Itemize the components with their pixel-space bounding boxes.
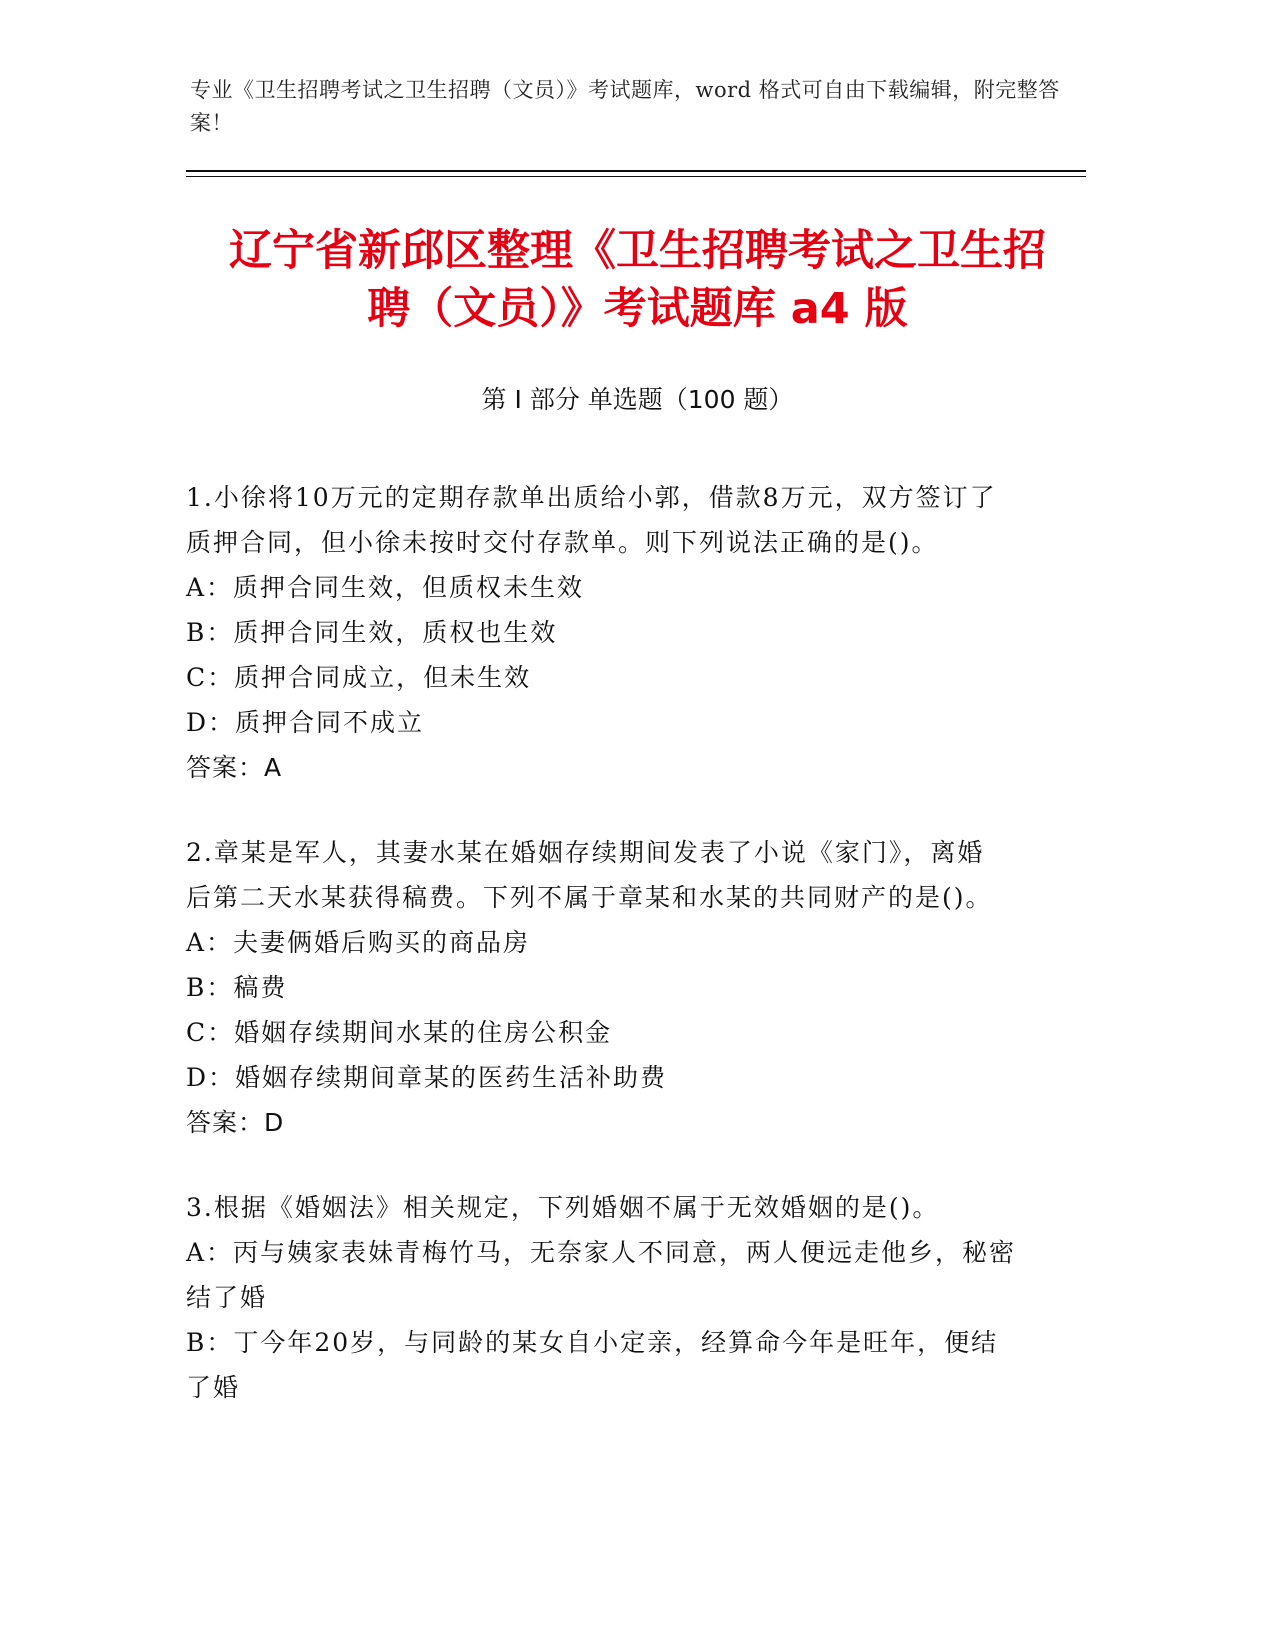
header-note: 专业《卫生招聘考试之卫生招聘（文员）》考试题库，word 格式可自由下载编辑，附完整答案！ bbox=[190, 78, 1060, 135]
option-a: A：丙与姨家表妹青梅竹马，无奈家人不同意，两人便远走他乡，秘密 bbox=[186, 1238, 1017, 1267]
option-d: D：质押合同不成立 bbox=[186, 708, 425, 737]
document-title bbox=[150, 222, 1125, 338]
option-b: B：丁今年20岁，与同龄的某女自小定亲，经算命今年是旺年，便结 bbox=[186, 1328, 999, 1357]
question-3 bbox=[186, 1185, 1076, 1410]
option-b-continued: 了婚 bbox=[186, 1373, 241, 1402]
section-title: 第 I 部分 单选题（100 题） bbox=[481, 385, 794, 414]
title-line-1: 辽宁省新邱区整理《卫生招聘考试之卫生招 bbox=[229, 226, 1046, 276]
answer: 答案：D bbox=[186, 1108, 285, 1137]
question-stem: 2.章某是军人，其妻水某在婚姻存续期间发表了小说《家门》，离婚 bbox=[186, 838, 985, 867]
option-b: B：稿费 bbox=[186, 973, 288, 1002]
option-a: A：夫妻俩婚后购买的商品房 bbox=[186, 928, 531, 957]
answer: 答案：A bbox=[186, 753, 283, 782]
question-stem: 1.小徐将10万元的定期存款单出质给小郭，借款8万元，双方签订了 bbox=[186, 483, 997, 512]
question-2 bbox=[186, 830, 1076, 1145]
option-a-continued: 结了婚 bbox=[186, 1283, 268, 1312]
question-list bbox=[186, 475, 1076, 1450]
question-1 bbox=[186, 475, 1076, 790]
header-rule-thick bbox=[186, 170, 1086, 172]
option-c: C：婚姻存续期间水某的住房公积金 bbox=[186, 1018, 613, 1047]
question-stem: 3.根据《婚姻法》相关规定，下列婚姻不属于无效婚姻的是()。 bbox=[186, 1193, 940, 1222]
option-c: C：质押合同成立，但未生效 bbox=[186, 663, 532, 692]
title-line-2: 聘（文员）》考试题库 a4 版 bbox=[367, 284, 908, 334]
question-stem: 后第二天水某获得稿费。下列不属于章某和水某的共同财产的是()。 bbox=[186, 883, 993, 912]
option-d: D：婚姻存续期间章某的医药生活补助费 bbox=[186, 1063, 668, 1092]
option-b: B：质押合同生效，质权也生效 bbox=[186, 618, 558, 647]
header-rule-thin bbox=[186, 176, 1086, 177]
question-stem: 质押合同，但小徐未按时交付存款单。则下列说法正确的是()。 bbox=[186, 528, 939, 557]
option-a: A：质押合同生效，但质权未生效 bbox=[186, 573, 585, 602]
